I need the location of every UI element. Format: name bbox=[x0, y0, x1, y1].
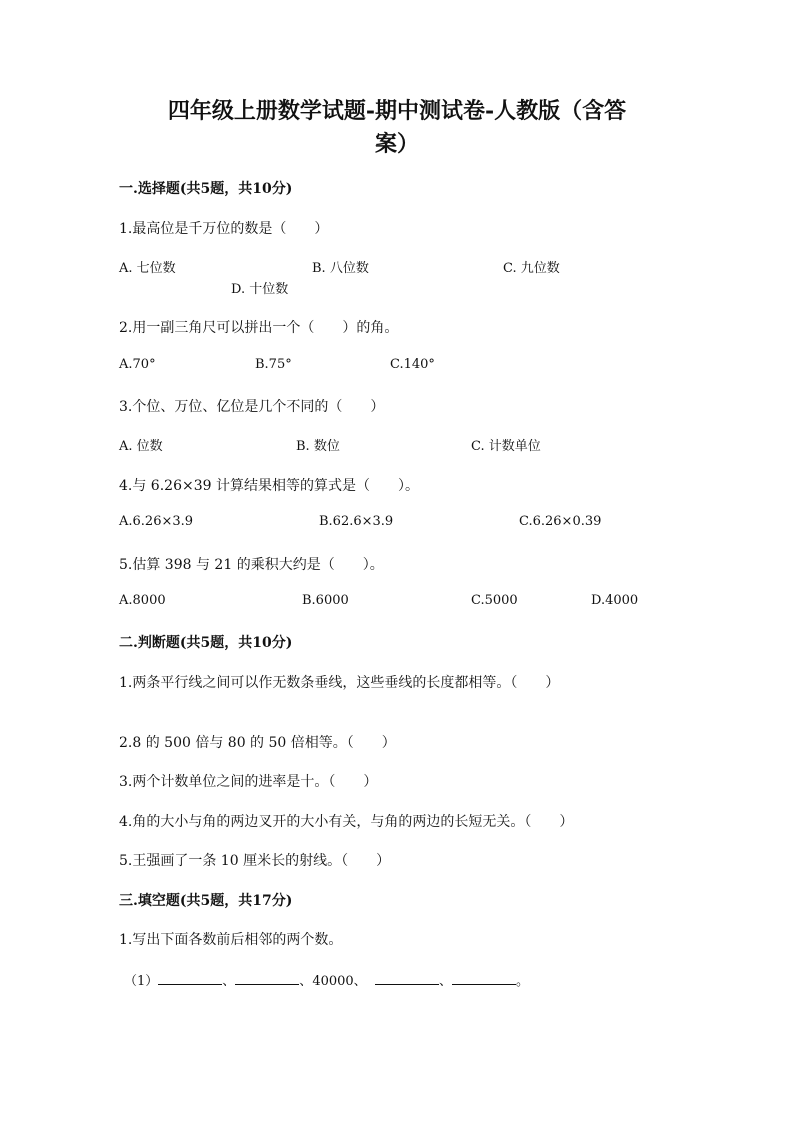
section-heading-fill-blank: 三.填空题(共5题，共17分) bbox=[119, 893, 293, 909]
question-text: 1.最高位是千万位的数是（ ） bbox=[119, 221, 329, 237]
fill-blank-row bbox=[124, 970, 529, 989]
option-a: A.70° bbox=[119, 357, 156, 372]
answer-blank[interactable] bbox=[235, 972, 299, 985]
question-text: 2.8 的 500 倍与 80 的 50 倍相等。（ ） bbox=[119, 735, 396, 751]
option-a: A. 位数 bbox=[119, 439, 163, 454]
sentence-end: 。 bbox=[515, 974, 529, 989]
page-title-line1: 四年级上册数学试题-期中测试卷-人教版（含答 bbox=[167, 98, 627, 124]
separator: 、 bbox=[438, 974, 452, 989]
option-c: C.5000 bbox=[471, 593, 518, 608]
option-d: D.4000 bbox=[591, 593, 639, 608]
fill-prefix: （1） bbox=[124, 974, 159, 989]
separator: 、 bbox=[222, 974, 236, 989]
question-text: 1.两条平行线之间可以作无数条垂线，这些垂线的长度都相等。（ ） bbox=[119, 675, 560, 691]
given-number: 40000、 bbox=[312, 974, 367, 989]
question-text: 5.估算 398 与 21 的乘积大约是（ ）。 bbox=[119, 557, 384, 573]
question-text: 4.与 6.26×39 计算结果相等的算式是（ ）。 bbox=[119, 478, 419, 494]
option-c: C. 计数单位 bbox=[471, 439, 541, 454]
option-b: B.6000 bbox=[302, 593, 349, 608]
option-b: B. 八位数 bbox=[312, 261, 369, 276]
option-b: B.62.6×3.9 bbox=[319, 514, 394, 529]
option-d: D. 十位数 bbox=[231, 282, 289, 297]
option-c: C. 九位数 bbox=[503, 261, 560, 276]
page-title-line2: 案） bbox=[374, 131, 419, 157]
answer-blank[interactable] bbox=[158, 972, 222, 985]
question-text: 5.王强画了一条 10 厘米长的射线。（ ） bbox=[119, 853, 391, 869]
option-a: A.6.26×3.9 bbox=[119, 514, 194, 529]
question-text: 4.角的大小与角的两边叉开的大小有关，与角的两边的长短无关。（ ） bbox=[119, 814, 574, 830]
answer-blank[interactable] bbox=[452, 972, 516, 985]
option-a: A.8000 bbox=[119, 593, 166, 608]
section-heading-true-false: 二.判断题(共5题，共10分) bbox=[119, 635, 293, 651]
question-text: 3.个位、万位、亿位是几个不同的（ ） bbox=[119, 399, 385, 415]
option-b: B.75° bbox=[255, 357, 292, 372]
option-c: C.140° bbox=[390, 357, 435, 372]
option-a: A. 七位数 bbox=[119, 261, 176, 276]
option-b: B. 数位 bbox=[296, 439, 340, 454]
question-text: 1.写出下面各数前后相邻的两个数。 bbox=[119, 932, 343, 948]
option-c: C.6.26×0.39 bbox=[519, 514, 602, 529]
answer-blank[interactable] bbox=[375, 972, 439, 985]
section-heading-choice: 一.选择题(共5题，共10分) bbox=[119, 181, 293, 197]
question-text: 3.两个计数单位之间的进率是十。（ ） bbox=[119, 774, 378, 790]
separator: 、 bbox=[299, 974, 313, 989]
question-text: 2.用一副三角尺可以拼出一个（ ）的角。 bbox=[119, 320, 399, 336]
